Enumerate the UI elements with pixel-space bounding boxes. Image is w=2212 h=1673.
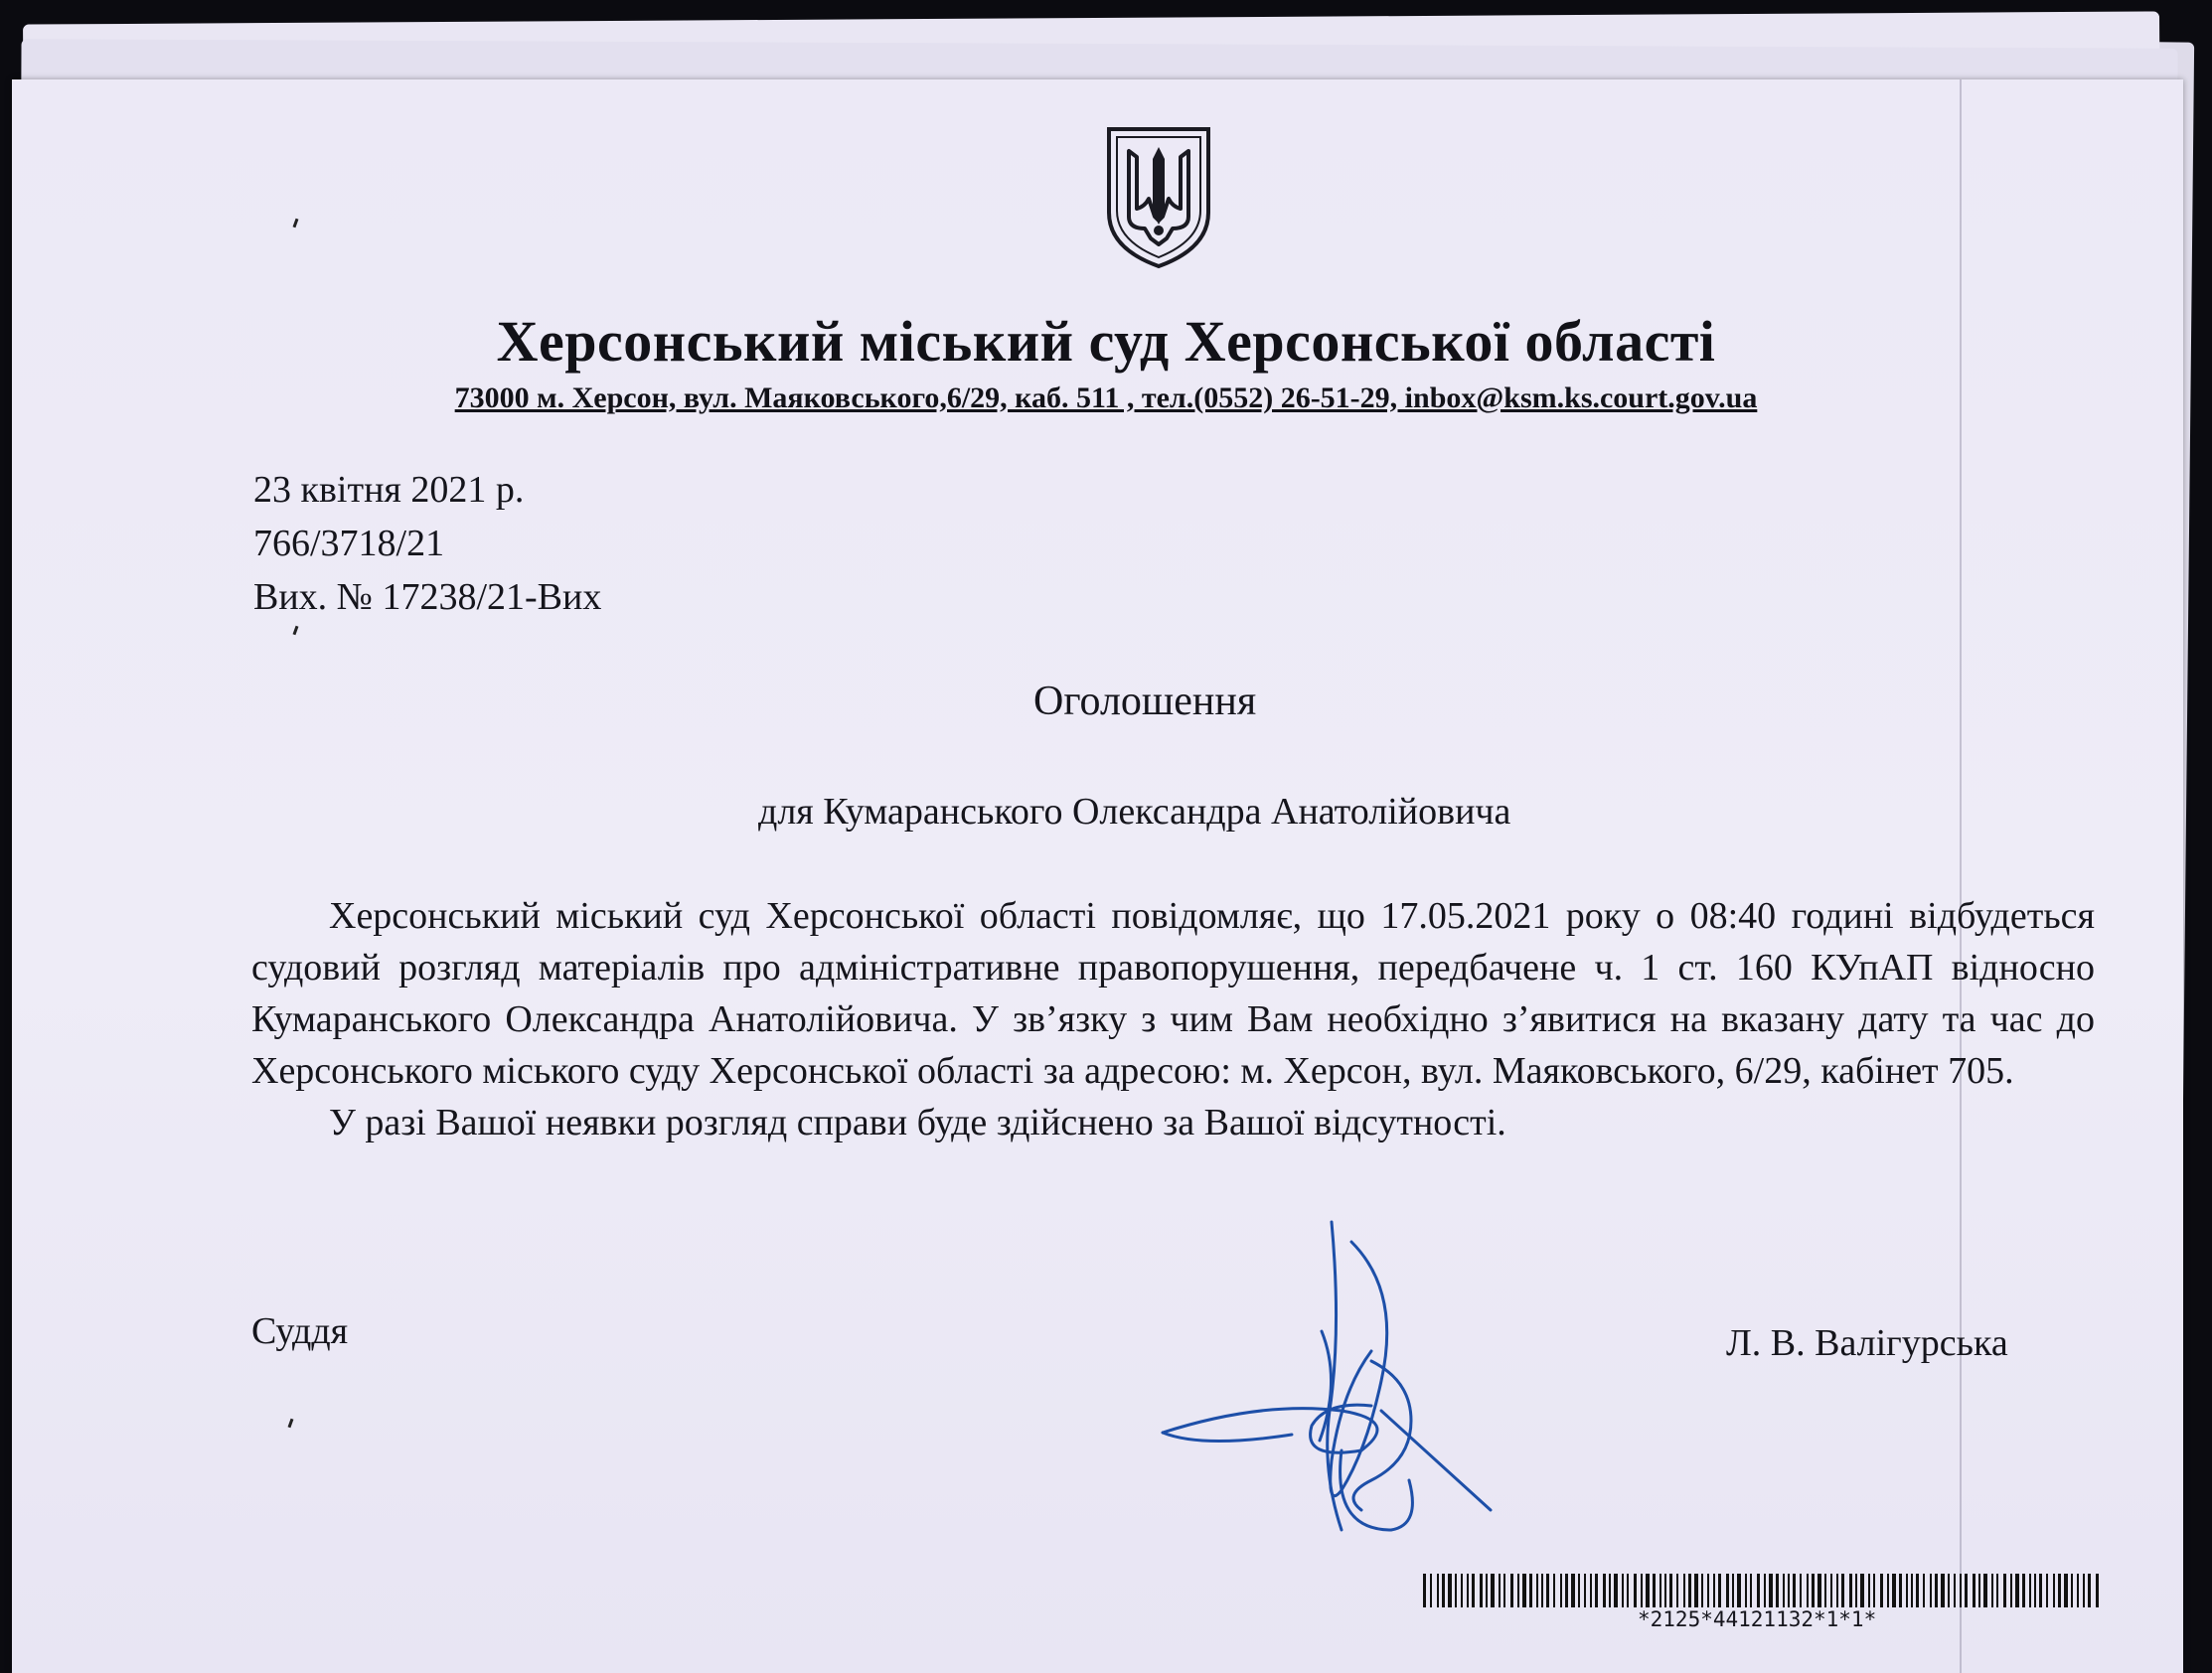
outgoing-number: Вих. № 17238/21-Вих [253, 576, 602, 618]
barcode-bar [1448, 1574, 1452, 1607]
barcode-bar [1694, 1574, 1698, 1607]
barcode-bar [1627, 1574, 1629, 1607]
barcode-bar [1584, 1574, 1586, 1607]
barcode-bar [1793, 1574, 1796, 1607]
barcode-bar [1437, 1574, 1439, 1607]
barcode-bar [1676, 1574, 1678, 1607]
barcode-bar [2064, 1574, 2068, 1607]
barcode-bar [1430, 1574, 1432, 1607]
barcode-bar [1546, 1574, 1549, 1607]
judge-name: Л. В. Валігурська [1726, 1322, 2008, 1364]
barcode-bar [1935, 1574, 1938, 1607]
document-date: 23 квітня 2021 р. [253, 469, 525, 511]
barcode-bar [1614, 1574, 1618, 1607]
barcode-bar [1664, 1574, 1666, 1607]
barcode-bar [1609, 1574, 1611, 1607]
barcode-bar [1841, 1574, 1844, 1607]
notice-title: Оголошення [1033, 679, 1257, 724]
case-number: 766/3718/21 [253, 523, 445, 564]
barcode-bar [1899, 1574, 1902, 1607]
notice-paragraph: Херсонський міський суд Херсонської області повідомляє, що 17.05.2021 року о 08:40 годині відбудеться судовий розгляд матеріалів про адміністративне правопорушення, передбачене ч. 1 ст. 160 КУпАП відносно Кумаранського Олександра Анатолійовича. У зв’язку з чим Вам необхідно з’явитися на вказану дату та час до Херсонського міського суду Херсонської області за адресою: м. Херсон, вул. Маяковського, 6/29, кабінет 705. [251, 895, 2095, 1092]
barcode-bar [1750, 1574, 1752, 1607]
barcode-bar [1646, 1574, 1650, 1607]
barcode-bar [1536, 1574, 1538, 1607]
notice-body [251, 890, 2095, 1148]
barcode-bar [1517, 1574, 1519, 1607]
barcode-bar [1800, 1574, 1802, 1607]
barcode-bar [1776, 1574, 1779, 1607]
barcode-bar [1960, 1574, 1962, 1607]
barcode-bar [1634, 1574, 1637, 1607]
barcode-bar [2022, 1574, 2025, 1607]
barcode-bar [1571, 1574, 1575, 1607]
barcode-bar [1553, 1574, 1555, 1607]
barcode-bar [1491, 1574, 1495, 1607]
barcode-bar [2046, 1574, 2048, 1607]
court-address-line: 73000 м. Херсон, вул. Маяковського,6/29, каб. 511 , тел.(0552) 26-51-29, inbox@ksm.ks.court.gov.ua [454, 381, 1758, 414]
barcode-bar [1849, 1574, 1852, 1607]
barcode-bar [1595, 1574, 1598, 1607]
barcode-bar [1522, 1574, 1526, 1607]
barcode-bar [1726, 1574, 1729, 1607]
barcode-bar [1873, 1574, 1875, 1607]
barcode-bar [1423, 1574, 1426, 1607]
barcode-bar [1442, 1574, 1445, 1607]
barcode-bar [1941, 1574, 1945, 1607]
barcode-bar [1923, 1574, 1925, 1607]
barcode-bar [1745, 1574, 1747, 1607]
barcode-bar [1707, 1574, 1709, 1607]
barcode-bar [1996, 1574, 1998, 1607]
judge-role-label: Суддя [251, 1310, 349, 1352]
document-barcode [1423, 1574, 2107, 1607]
barcode-bar [2071, 1574, 2073, 1607]
barcode-bar [1455, 1574, 1457, 1607]
barcode-number: *2125*44121132*1*1* [1638, 1607, 1877, 1631]
barcode-bar [2077, 1574, 2079, 1607]
barcode-bar [1757, 1574, 1760, 1607]
barcode-bar [1603, 1574, 1606, 1607]
barcode-bar [1718, 1574, 1721, 1607]
barcode-bar [2015, 1574, 2019, 1607]
notice-addressee: для Кумаранського Олександра Анатолійовича [758, 791, 1511, 833]
barcode-bar [1817, 1574, 1821, 1607]
barcode-bar [1578, 1574, 1580, 1607]
barcode-bar [1991, 1574, 1993, 1607]
barcode-bar [1467, 1574, 1469, 1607]
barcode-bar [2029, 1574, 2031, 1607]
barcode-bar [2053, 1574, 2055, 1607]
barcode-bar [1737, 1574, 1741, 1607]
barcode-bar [2039, 1574, 2042, 1607]
barcode-bar [1978, 1574, 1980, 1607]
barcode-bar [1948, 1574, 1950, 1607]
barcode-bar [1499, 1574, 1501, 1607]
barcode-bar [1713, 1574, 1715, 1607]
barcode-bar [1732, 1574, 1734, 1607]
barcode-bar [1830, 1574, 1832, 1607]
barcode-bar [1769, 1574, 1773, 1607]
barcode-bar [1855, 1574, 1857, 1607]
barcode-bar [1764, 1574, 1766, 1607]
barcode-bar [1683, 1574, 1685, 1607]
barcode-bar [1954, 1574, 1956, 1607]
barcode-bar [1812, 1574, 1815, 1607]
barcode-bar [1503, 1574, 1505, 1607]
barcode-bar [1480, 1574, 1483, 1607]
barcode-bar [1688, 1574, 1691, 1607]
barcode-bar [2003, 1574, 2006, 1607]
barcode-bar [2096, 1574, 2099, 1607]
barcode-bar [1510, 1574, 1513, 1607]
barcode-bar [1788, 1574, 1790, 1607]
barcode-bar [1887, 1574, 1889, 1607]
barcode-bar [1807, 1574, 1809, 1607]
trident-coat-of-arms-icon [1103, 121, 1214, 270]
barcode-bar [2010, 1574, 2012, 1607]
barcode-bar [1701, 1574, 1703, 1607]
barcode-bar [1860, 1574, 1864, 1607]
barcode-bar [1916, 1574, 1919, 1607]
barcode-bar [1965, 1574, 1968, 1607]
barcode-bar [1669, 1574, 1672, 1607]
barcode-bar [1659, 1574, 1661, 1607]
barcode-bar [1529, 1574, 1532, 1607]
barcode-bar [1541, 1574, 1543, 1607]
barcode-bar [1880, 1574, 1883, 1607]
barcode-bar [1983, 1574, 1987, 1607]
barcode-bar [1590, 1574, 1592, 1607]
court-name-heading: Херсонський міський суд Херсонської області [496, 309, 1716, 374]
barcode-bar [1868, 1574, 1870, 1607]
document-meta [253, 463, 601, 624]
barcode-bar [1486, 1574, 1488, 1607]
barcode-bar [1653, 1574, 1656, 1607]
notice-paragraph: У разі Вашої неявки розгляд справи буде здійснено за Вашої відсутності. [329, 1102, 1506, 1143]
barcode-bar [1565, 1574, 1568, 1607]
barcode-bar [1911, 1574, 1913, 1607]
barcode-bar [1824, 1574, 1826, 1607]
barcode-bar [1622, 1574, 1624, 1607]
barcode-bar [2083, 1574, 2085, 1607]
barcode-bar [1892, 1574, 1896, 1607]
barcode-bar [1461, 1574, 1463, 1607]
barcode-bar [1973, 1574, 1975, 1607]
barcode-bar [2058, 1574, 2061, 1607]
barcode-bar [1641, 1574, 1643, 1607]
barcode-bar [2088, 1574, 2091, 1607]
barcode-bar [1930, 1574, 1932, 1607]
barcode-bar [1472, 1574, 1475, 1607]
handwritten-signature [1143, 1212, 1501, 1550]
barcode-bar [2034, 1574, 2036, 1607]
barcode-bar [1906, 1574, 1908, 1607]
barcode-bar [1836, 1574, 1838, 1607]
barcode-bar [1560, 1574, 1562, 1607]
barcode-bar [1783, 1574, 1785, 1607]
